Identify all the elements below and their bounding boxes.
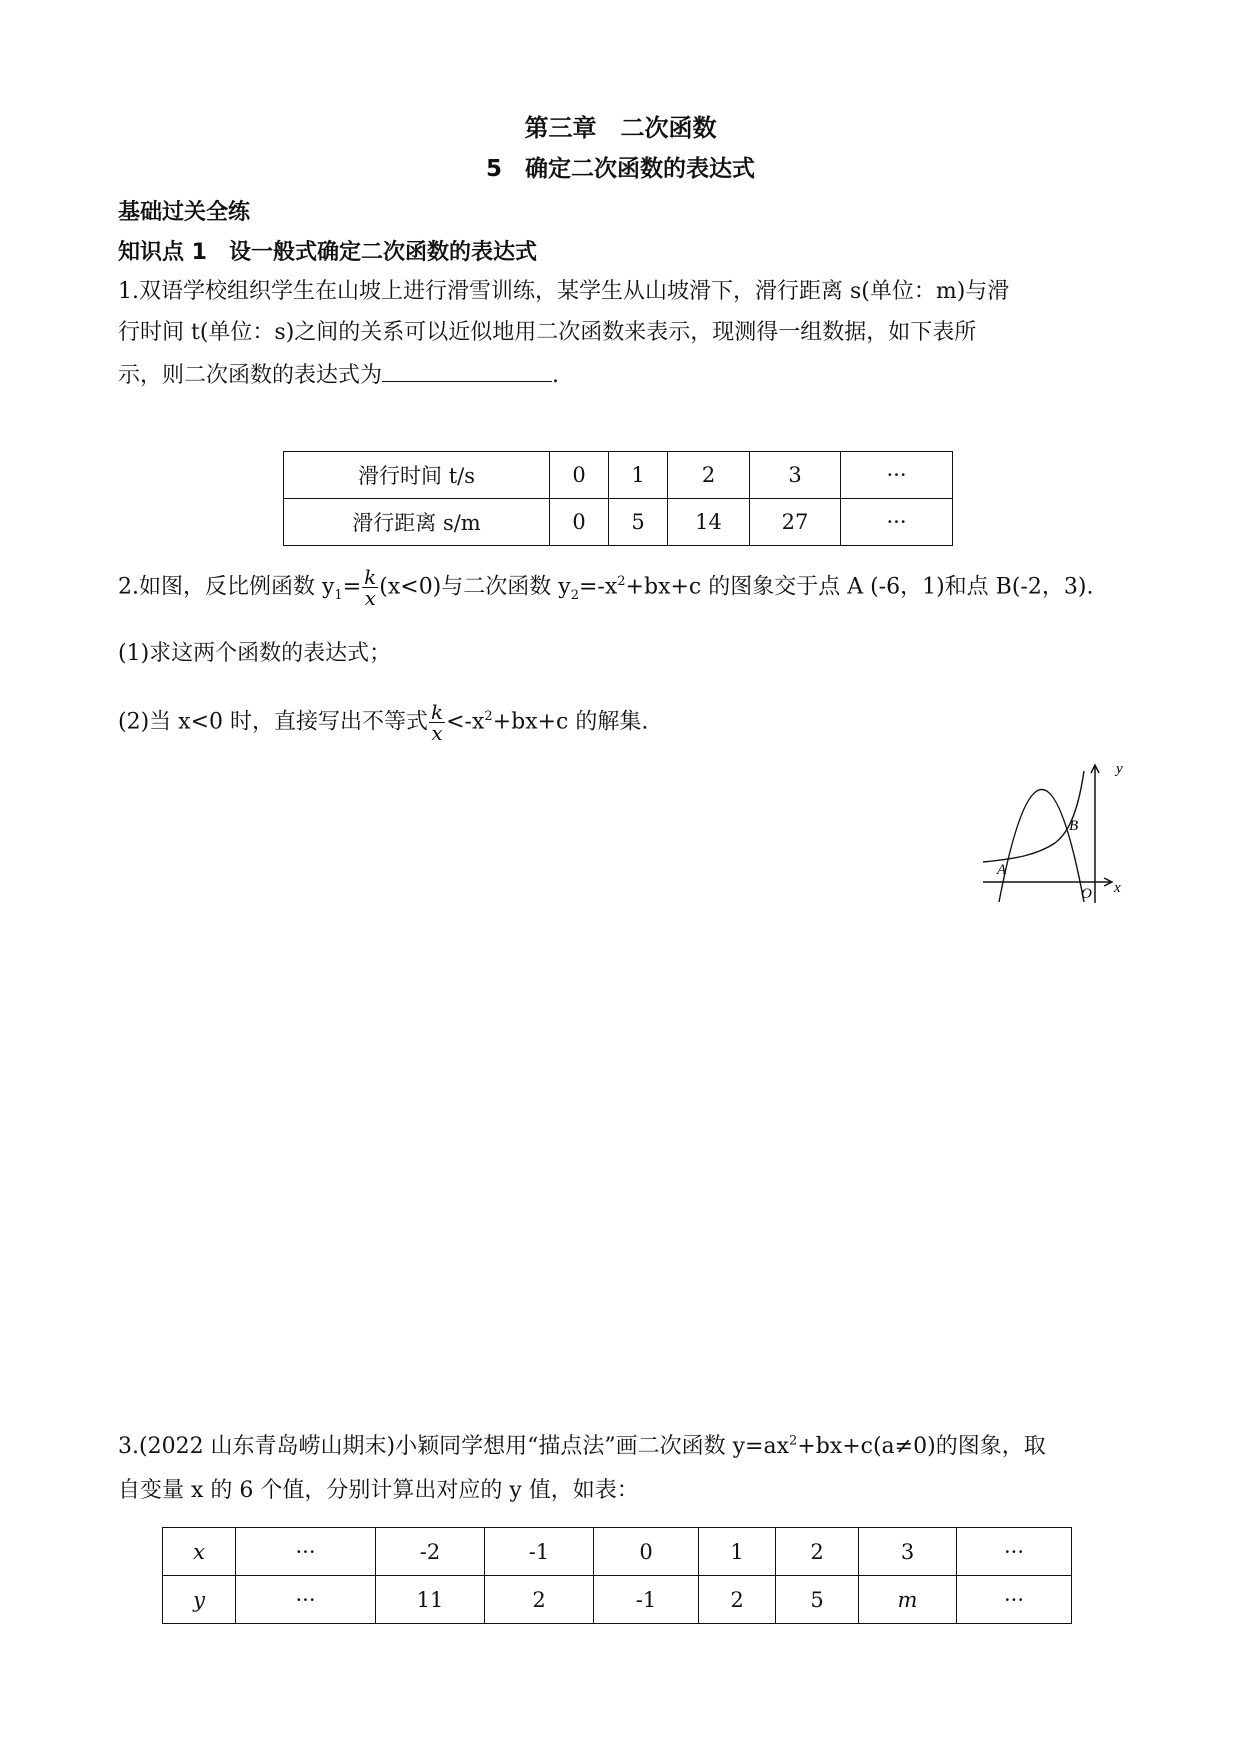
- q2-part-1: (1)求这两个函数的表达式；: [118, 641, 392, 666]
- q2-equals: =: [342, 574, 362, 600]
- chapter-title: 第三章 二次函数: [524, 114, 717, 142]
- table-row: [284, 452, 953, 499]
- q2-intro-text-d: +bx+c 的图象交于点 A (-6，1)和点 B(-2，3).: [625, 574, 1094, 600]
- table-cell: 0: [594, 1528, 699, 1576]
- table-cell: -1: [594, 1576, 699, 1624]
- table-cell: m: [859, 1576, 957, 1624]
- point-a-label: A: [997, 862, 1007, 878]
- table-cell: ···: [236, 1576, 376, 1624]
- fraction-denominator: x: [431, 721, 443, 745]
- table-cell: 1: [699, 1528, 776, 1576]
- table-cell: 0: [550, 499, 609, 546]
- q2-intro: [118, 567, 1093, 608]
- table-row: [163, 1528, 1072, 1576]
- q1-line-2: 行时间 t(单位：s)之间的关系可以近似地用二次函数来表示，现测得一组数据，如下表所: [118, 320, 977, 345]
- q3-line-1: [118, 1433, 1046, 1461]
- practice-heading: 基础过关全练: [118, 200, 251, 225]
- q2-sub-1: 1: [334, 587, 343, 603]
- point-b-label: B: [1069, 818, 1079, 834]
- q2-sub-2: 2: [570, 587, 579, 603]
- table-cell: 0: [550, 452, 609, 499]
- table-cell: 14: [668, 499, 750, 546]
- table-cell: 5: [776, 1576, 859, 1624]
- q3-sup-2: 2: [789, 1433, 798, 1449]
- q1-line-3: [118, 361, 559, 390]
- table-cell: 2: [699, 1576, 776, 1624]
- fraction-k-over-x: [429, 702, 445, 743]
- table-cell: ···: [236, 1528, 376, 1576]
- table-cell: 2: [776, 1528, 859, 1576]
- table-row: [163, 1576, 1072, 1624]
- q3-table: [162, 1527, 1072, 1624]
- answer-blank[interactable]: [382, 361, 552, 382]
- q1-end-period: .: [552, 363, 560, 388]
- q1-line-3-text: 示，则二次函数的表达式为: [118, 363, 383, 388]
- knowledge-point-heading: 知识点 1 设一般式确定二次函数的表达式: [118, 240, 537, 265]
- table-cell: 27: [750, 499, 841, 546]
- fraction-denominator: x: [364, 586, 376, 610]
- table-cell: y: [163, 1576, 236, 1624]
- q2-intro-text-c: =-x: [578, 574, 618, 600]
- q2-intro-text-b: (x<0)与二次函数 y: [379, 574, 571, 600]
- table-cell: 2: [485, 1576, 594, 1624]
- q2-sup-2: 2: [617, 574, 626, 590]
- table-cell: ···: [841, 499, 953, 546]
- q2-intro-text-a: 2.如图，反比例函数 y: [118, 574, 335, 600]
- table-cell: 滑行时间 t/s: [284, 452, 550, 499]
- y-axis-label: y: [1116, 761, 1123, 777]
- fraction-numerator: k: [431, 700, 444, 724]
- q2-part-2-text-b: <-x: [446, 709, 485, 735]
- fraction-k-over-x: [362, 567, 378, 608]
- table-cell: 5: [609, 499, 668, 546]
- hyperbola-curve: [983, 771, 1084, 862]
- function-graph-figure: [975, 755, 1125, 905]
- table-cell: -2: [376, 1528, 485, 1576]
- fraction-numerator: k: [364, 565, 377, 589]
- q3-line-1-text-a: 3.(2022 山东青岛崂山期末)小颖同学想用“描点法”画二次函数 y=ax: [118, 1434, 790, 1459]
- table-cell: 2: [668, 452, 750, 499]
- q2-part-2-text-c: +bx+c 的解集.: [492, 709, 649, 735]
- q1-table: [283, 451, 953, 546]
- q3-line-2: 自变量 x 的 6 个值，分别计算出对应的 y 值，如表：: [118, 1478, 639, 1503]
- q2-part-2-text-a: (2)当 x<0 时，直接写出不等式: [118, 709, 428, 735]
- table-row: [284, 499, 953, 546]
- x-axis-label: x: [1114, 880, 1121, 896]
- q2-part-2: [118, 702, 648, 743]
- table-cell: ···: [841, 452, 953, 499]
- table-cell: 3: [750, 452, 841, 499]
- table-cell: ···: [957, 1576, 1072, 1624]
- table-cell: 3: [859, 1528, 957, 1576]
- table-cell: ···: [957, 1528, 1072, 1576]
- lesson-title: 5 确定二次函数的表达式: [485, 156, 755, 182]
- q3-line-1-text-b: +bx+c(a≠0)的图象，取: [797, 1434, 1046, 1459]
- parabola-curve: [999, 790, 1084, 903]
- table-cell: 11: [376, 1576, 485, 1624]
- q1-line-1: 1.双语学校组织学生在山坡上进行滑雪训练，某学生从山坡滑下，滑行距离 s(单位：m)与滑: [118, 279, 1010, 304]
- table-cell: 滑行距离 s/m: [284, 499, 550, 546]
- table-cell: -1: [485, 1528, 594, 1576]
- q2-sup-2: 2: [484, 709, 493, 725]
- table-cell: x: [163, 1528, 236, 1576]
- table-cell: 1: [609, 452, 668, 499]
- origin-label: O: [1081, 886, 1092, 902]
